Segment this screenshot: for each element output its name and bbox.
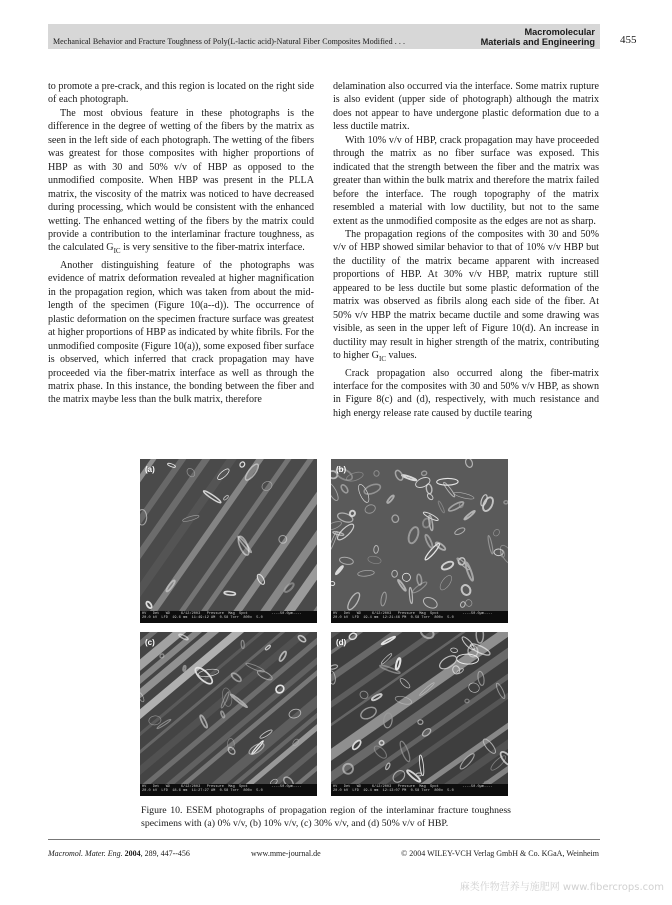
journal-name — [481, 27, 595, 47]
footer-rule — [48, 839, 600, 840]
paragraph-text: is very sensitive to the fiber-matrix interface. — [120, 242, 305, 254]
micrograph-image — [331, 632, 508, 784]
paragraph — [333, 228, 599, 367]
paragraph-text: The most obvious feature in these photographs is the difference in the degree of wetting of the fibers by the matrix as seen in the left side of each photograph. The wetting of the fibers was greatest for those composites with higher proportions of HBP as with 30 and 50% v/v of HBP as opposed to the unmodified composite. When HBP was present in the PLLA matrix, the viscosity of the matrix was noticed to have decreased during processing, which would be consistent with the enhanced wetting. The enhanced wetting of the fibers by the matrix could provide a contribution to the interlaminar fracture toughness, as the calculated G — [48, 107, 314, 254]
paragraph: to promote a pre-crack, and this region is located on the right side of each photograph. — [48, 81, 314, 106]
micrograph-image — [140, 459, 317, 611]
panel-label: (b) — [336, 465, 347, 474]
paragraph-text: values. — [385, 350, 417, 362]
paragraph: Another distinguishing feature of the photographs was evidence of matrix deformation revealed at higher magnification in the propagation region, which was taken from about the mid-length of the specimen (Figure 10(a--d)). The occurrence of plastic deformation on the specimen fracture surface was greatest at higher proportions of HBP as indicated by white fibrils. For the unmodified composite (Figure 10(a)), some exposed fiber surface is observed, which inferred that crack propagation may have proceeded via the fiber-matrix interface as well as through the matrix phase. In this instance, the bonding between the fiber and the matrix maybe less than the bulk matrix, therefore — [48, 259, 314, 406]
symbol-subscript: IC — [378, 355, 386, 364]
sem-info-bar: HV Det WD 6/12/2003 Pressure Mag Spot ----50.0µm---- 20.0 kV LFD 19.4 mm 12:13:07 PM 0.58 Torr 800x 5.0 — [331, 784, 508, 796]
paragraph: Crack propagation also occurred along the fiber-matrix interface for the composites with 30 and 50% v/v HBP, as shown in Figure 8(c) and (d), respectively, with much resistance and high energy release rate caused by ductile tearing — [333, 367, 599, 419]
esem-photo-b — [331, 459, 508, 623]
esem-photo-c — [140, 632, 317, 796]
esem-photo-a — [140, 459, 317, 623]
symbol-subscript: IC — [113, 247, 121, 256]
page-number: 455 — [620, 34, 637, 46]
esem-figure — [140, 459, 512, 794]
citation-year: 2004 — [124, 849, 141, 858]
panel-label: (d) — [336, 638, 347, 647]
paragraph: delamination also occurred via the interface. Some matrix rupture is also evident (upper side of photograph) although the matrix does not appear to have undergone plastic deformation due to a less ductile matrix. — [333, 81, 599, 133]
sem-info-bar: HV Det WD 6/12/2003 Pressure Mag Spot ----50.0µm---- 20.0 kV LFD 19.4 mm 12:21:46 PM 0.58 Torr 800x 5.0 — [331, 611, 508, 623]
watermark-text: 麻类作物营养与施肥网 www.fibercrops.com — [459, 882, 664, 893]
citation-journal: Macromol. Mater. Eng. — [48, 849, 123, 858]
paragraph-text: The propagation regions of the composites with 30 and 50% v/v of HBP showed similar behavior to that of 10% v/v HBP but the ductility of the matrix became apparent with increased proportions of HBP. At 30% v/v HBP, matrix rupture still appeared to be less ductile but some plastic deformation of the matrix was observed as fibrils along each side of the fiber. At 50% v/v HBP the matrix became ductile and some drawing was visible, as seen in the upper left of Figure 10(d). An increase in ductility may result in higher strength of the matrix, contributing to higher G — [333, 228, 599, 362]
sem-info-bar: HV Det WD 6/12/2003 Pressure Mag Spot ----50.0µm---- 20.0 kV LFD 18.6 mm 11:27:27 AM 0.58 Torr 800x 5.0 — [140, 784, 317, 796]
micrograph-image — [331, 459, 508, 611]
citation-volume-pages: , 289, 447--456 — [140, 849, 190, 858]
paragraph — [48, 107, 314, 259]
left-text-column — [48, 80, 314, 407]
panel-label: (c) — [145, 638, 155, 647]
copyright: © 2004 WILEY-VCH Verlag GmbH & Co. KGaA, Weinheim — [401, 849, 599, 858]
journal-name-line2: Materials and Engineering — [480, 37, 595, 47]
running-title: Mechanical Behavior and Fracture Toughness of Poly(L-lactic acid)-Natural Fiber Composites Modified . . . — [53, 37, 406, 46]
paragraph: With 10% v/v of HBP, crack propagation may have proceeded through the matrix as no fiber surface was exposed. This indicated that the strength between the fiber and the matrix was greater than within the bulk matrix and therefore the matrix failed before the interface. The rough topography of the matrix resembled a material with low ductility, but not to the same extent as the unmodified composite as the edges are not as sharp. — [333, 134, 599, 227]
journal-url: www.mme-journal.de — [251, 849, 321, 858]
esem-photo-d — [331, 632, 508, 796]
panel-label: (a) — [145, 465, 155, 474]
sem-info-bar: HV Det WD 6/12/2003 Pressure Mag Spot ----50.0µm---- 20.0 kV LFD 19.6 mm 11:49:12 AM 0.58 Torr 800x 5.0 — [140, 611, 317, 623]
right-text-column — [333, 80, 599, 420]
citation — [48, 849, 190, 858]
micrograph-image — [140, 632, 317, 784]
journal-name-line1: Macromolecular — [524, 27, 595, 37]
figure-caption: Figure 10. ESEM photographs of propagation region of the interlaminar fracture toughness specimens with (a) 0% v/v, (b) 10% v/v, (c) 30% v/v, and (d) 50% v/v of HBP. — [141, 805, 511, 829]
